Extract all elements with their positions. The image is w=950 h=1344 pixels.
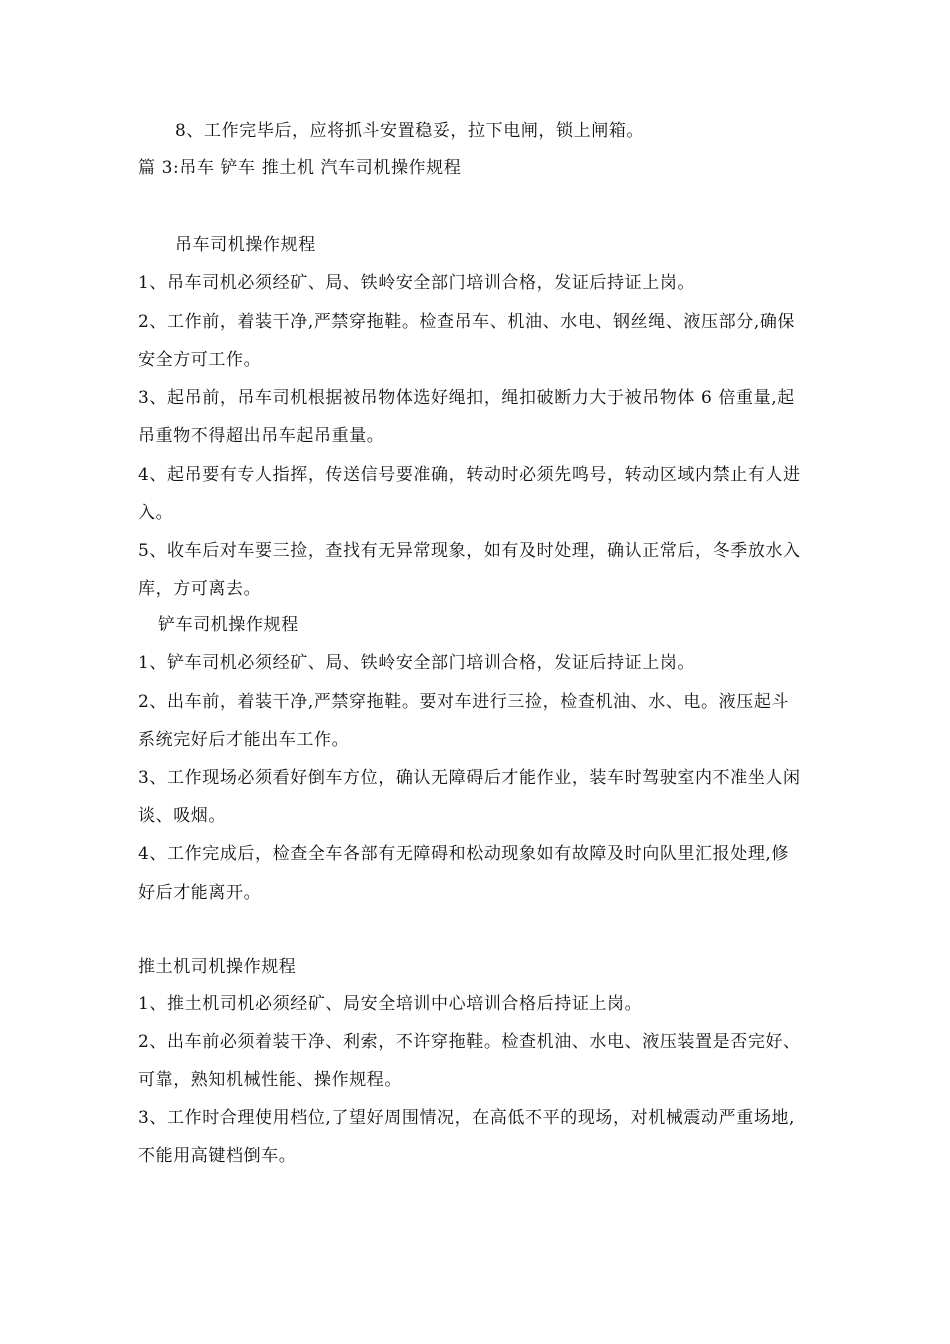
paragraph-line: 吊重物不得超出吊车起吊重量。	[138, 426, 385, 446]
sub-heading-crane: 吊车司机操作规程	[175, 235, 316, 255]
paragraph-line: 入。	[138, 503, 174, 523]
paragraph-line: 谈、吸烟。	[138, 806, 226, 826]
paragraph-line: 3、工作时合理使用档位,了望好周围情况，在高低不平的现场，对机械震动严重场地,	[138, 1108, 796, 1128]
sub-heading-bulldozer: 推土机司机操作规程	[138, 957, 297, 977]
paragraph-line: 1、推土机司机必须经矿、局安全培训中心培训合格后持证上岗。	[138, 994, 643, 1014]
paragraph-line: 4、起吊要有专人指挥，传送信号要准确，转动时必须先鸣号，转动区域内禁止有人进	[138, 465, 801, 485]
paragraph-line: 8、工作完毕后，应将抓斗安置稳妥，拉下电闸，锁上闸箱。	[175, 121, 645, 141]
paragraph-line: 1、铲车司机必须经矿、局、铁岭安全部门培训合格，发证后持证上岗。	[138, 653, 696, 673]
paragraph-line: 2、出车前，着装干净,严禁穿拖鞋。要对车进行三捡，检查机油、水、电。液压起斗	[138, 692, 790, 712]
paragraph-line: 3、起吊前，吊车司机根据被吊物体选好绳扣，绳扣破断力大于被吊物体 6 倍重量,起	[138, 388, 795, 408]
paragraph-line: 可靠，熟知机械性能、操作规程。	[138, 1070, 402, 1090]
paragraph-line: 安全方可工作。	[138, 350, 262, 370]
paragraph-line: 5、收车后对车要三捡，查找有无异常现象，如有及时处理，确认正常后，冬季放水入	[138, 541, 801, 561]
paragraph-line: 库，方可离去。	[138, 579, 262, 599]
paragraph-line: 1、吊车司机必须经矿、局、铁岭安全部门培训合格，发证后持证上岗。	[138, 273, 696, 293]
paragraph-line: 系统完好后才能出车工作。	[138, 730, 350, 750]
paragraph-line: 3、工作现场必须看好倒车方位，确认无障碍后才能作业，装车时驾驶室内不准坐人闲	[138, 768, 801, 788]
paragraph-line: 4、工作完成后，检查全车各部有无障碍和松动现象如有故障及时向队里汇报处理,修	[138, 844, 790, 864]
paragraph-line: 好后才能离开。	[138, 883, 262, 903]
paragraph-line: 2、工作前，着装干净,严禁穿拖鞋。检查吊车、机油、水电、钢丝绳、液压部分,确保	[138, 312, 796, 332]
section-heading: 篇 3:吊车 铲车 推土机 汽车司机操作规程	[138, 158, 462, 178]
sub-heading-loader: 铲车司机操作规程	[158, 615, 299, 635]
paragraph-line: 2、出车前必须着装干净、利索，不许穿拖鞋。检查机油、水电、液压装置是否完好、	[138, 1032, 801, 1052]
paragraph-line: 不能用高键档倒车。	[138, 1146, 297, 1166]
